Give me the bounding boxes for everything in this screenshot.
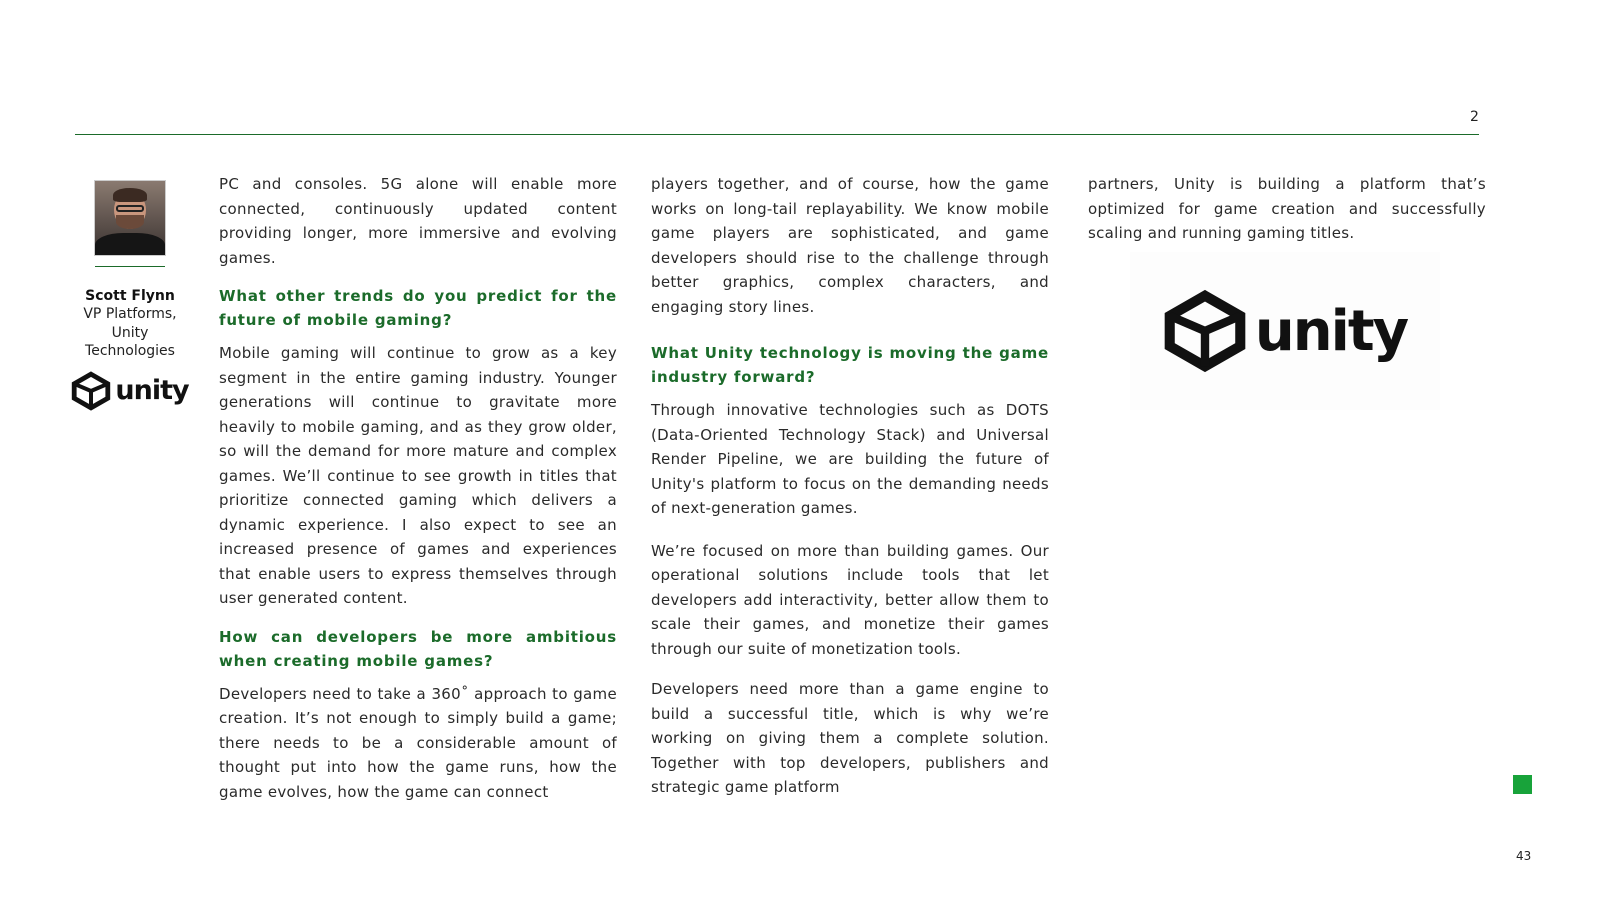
interviewee-sidebar	[68, 180, 192, 411]
article-column-1	[219, 172, 617, 818]
unity-wordmark-small: unity	[115, 375, 189, 406]
unity-wordmark-large: unity	[1254, 298, 1408, 364]
paragraph: PC and consoles. 5G alone will enable more connected, continuously updated content providing longer, more immersive and evolving games.	[219, 175, 617, 267]
interviewee-title-line3: Technologies	[85, 343, 175, 359]
unity-cube-icon	[71, 371, 111, 411]
header-page-number: 2	[1470, 109, 1479, 125]
green-square-marker	[1513, 775, 1532, 794]
unity-cube-icon	[1163, 289, 1247, 373]
interviewee-title-line2: Unity	[111, 324, 149, 341]
photo-divider	[95, 266, 165, 267]
unity-logo-small	[68, 371, 192, 411]
question-heading: What other trends do you predict for the future of mobile gaming?	[219, 287, 617, 329]
headshot-photo	[94, 180, 166, 256]
question-heading: What Unity technology is moving the game industry forward?	[651, 344, 1049, 386]
paragraph: Developers need more than a game engine to build a successful title, which is why we’re working on giving them a complete solution. Together with top developers, publishers and strategic game platform	[651, 680, 1049, 796]
interviewee-title-line1: VP Platforms,	[83, 306, 177, 322]
paragraph: We’re focused on more than building games. Our operational solutions include tools that let developers add interactivity, better allow them to scale their games, and monetize their games through our suite of monetization tools.	[651, 541, 1049, 658]
header-divider	[75, 134, 1479, 135]
footer-page-number: 43	[1516, 849, 1532, 863]
question-heading: How can developers be more ambitious when creating mobile games?	[219, 627, 617, 670]
paragraph: Developers need to take a 360˚ approach to game creation. It’s not enough to simply build a game; there needs to be a considerable amount of thought put into how the game runs, how the game evolves, how the game can connect	[219, 684, 617, 801]
paragraph: partners, Unity is building a platform that’s optimized for game creation and successfully scaling and running gaming titles.	[1088, 175, 1486, 242]
article-column-3	[1088, 172, 1486, 260]
unity-logo-large	[1130, 252, 1440, 410]
interviewee-name: Scott Flynn	[85, 288, 175, 304]
article-column-2	[651, 172, 1049, 814]
paragraph: Through innovative technologies such as DOTS (Data-Oriented Technology Stack) and Universal Render Pipeline, we are building the future of Unity's platform to focus on the demanding needs of next-generation games.	[651, 401, 1049, 517]
paragraph: Mobile gaming will continue to grow as a key segment in the entire gaming industry. Younger generations will continue to gravitate more heavily to mobile gaming, and as they grow older, so will the demand for more mature and complex games. We’ll continue to see growth in titles that prioritize connected gaming which delivers a dynamic experience. I also expect to see an increased presence of games and experiences that enable users to express themselves through user generated content.	[219, 344, 617, 607]
paragraph: players together, and of course, how the game works on long-tail replayability. We know mobile game players are sophisticated, and game developers should rise to the challenge through better graphics, complex characters, and engaging story lines.	[651, 175, 1049, 316]
